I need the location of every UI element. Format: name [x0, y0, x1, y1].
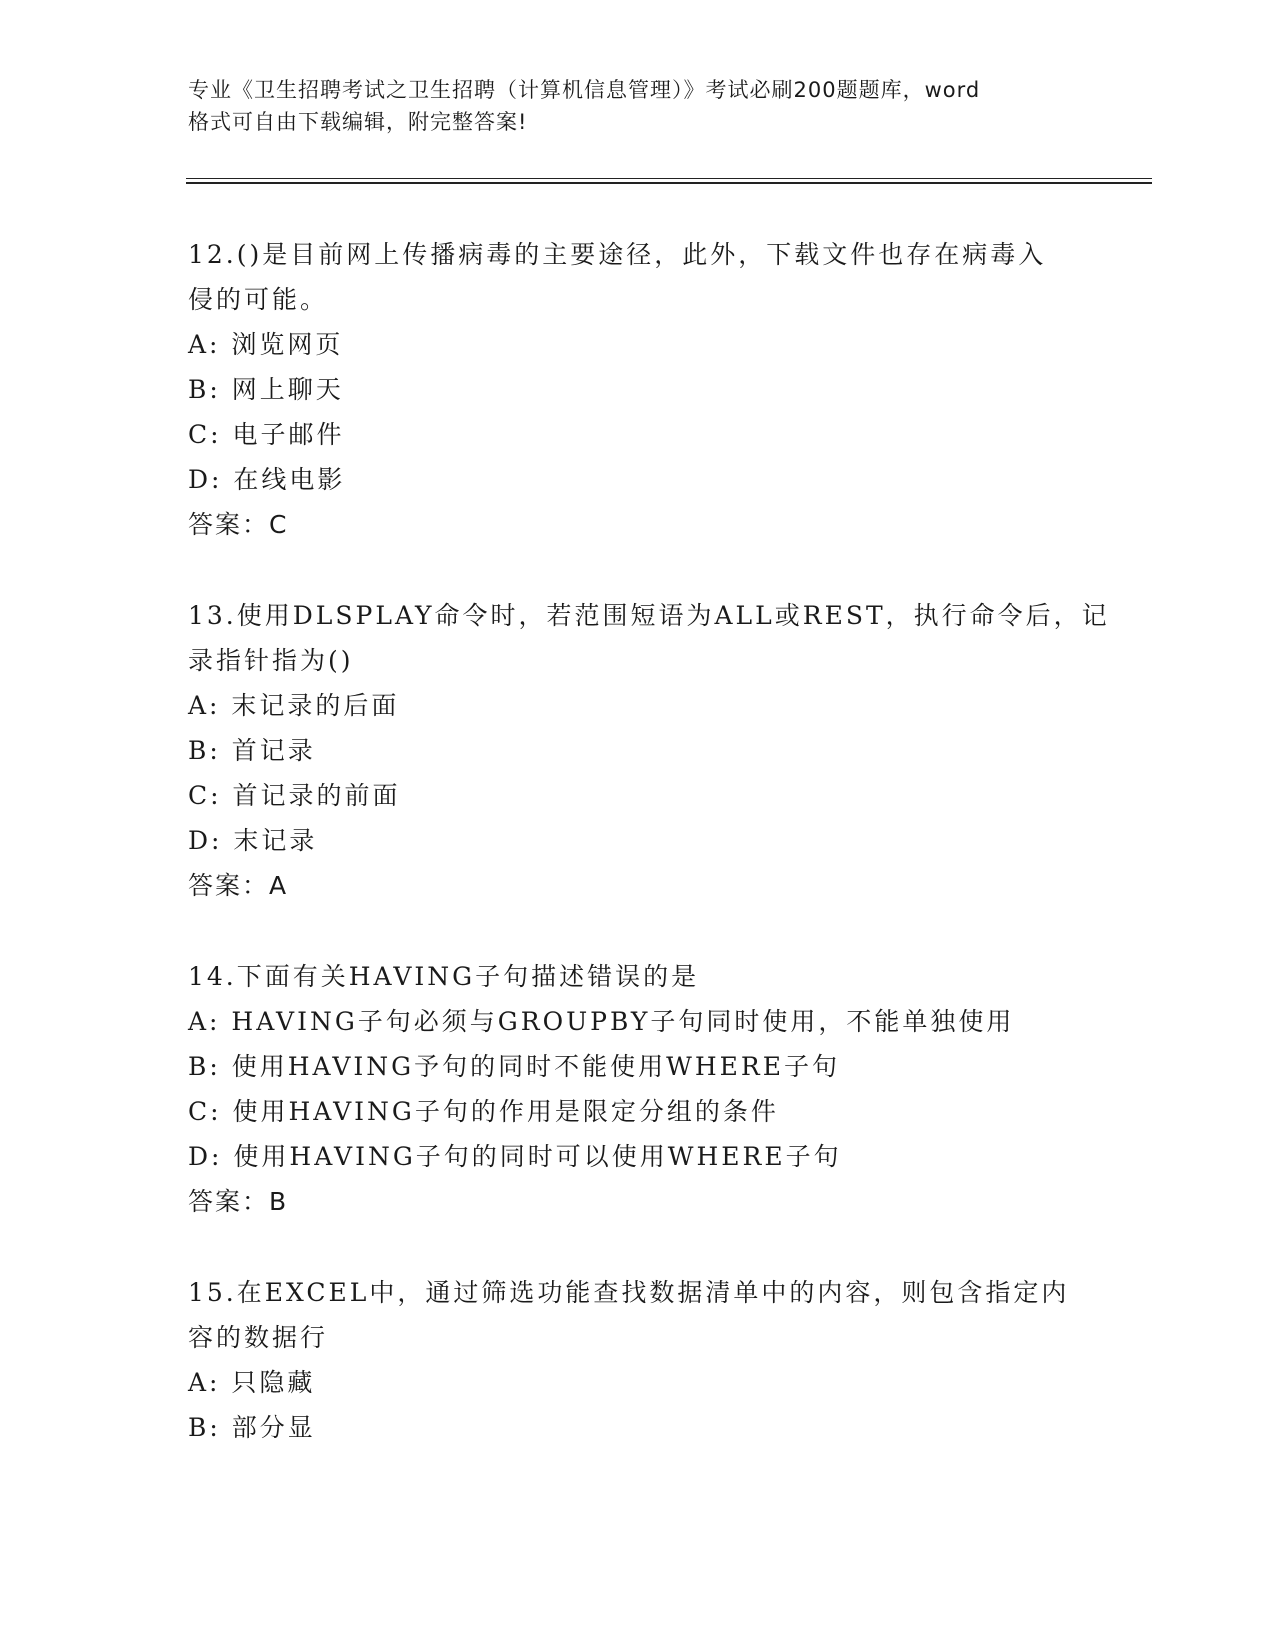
option-b: B: 首记录 — [188, 736, 316, 765]
header-line-2: 格式可自由下载编辑，附完整答案! — [188, 110, 528, 134]
question-text: 13.使用DLSPLAY命令时，若范围短语为ALL或REST，执行命令后，记 — [188, 601, 1110, 630]
answer: 答案：B — [188, 1187, 289, 1216]
document-header — [188, 74, 1088, 138]
option-b: B: 网上聊天 — [188, 375, 344, 404]
option-b: B: 使用HAVING予句的同时不能使用WHERE子句 — [188, 1052, 840, 1081]
option-d: D: 在线电影 — [188, 465, 346, 494]
question-text: 容的数据行 — [188, 1323, 329, 1352]
question-14 — [188, 954, 1088, 1224]
question-text: 12.()是目前网上传播病毒的主要途径，此外，下载文件也存在病毒入 — [188, 240, 1047, 269]
question-text: 录指针指为() — [188, 646, 354, 675]
option-a: A: 末记录的后面 — [188, 691, 400, 720]
question-13 — [188, 593, 1110, 908]
answer: 答案：C — [188, 510, 289, 539]
option-c: C: 使用HAVING子句的作用是限定分组的条件 — [188, 1097, 779, 1126]
question-12 — [188, 232, 1088, 547]
header-line-1: 专业《卫生招聘考试之卫生招聘（计算机信息管理）》考试必刷200题题库，word — [188, 78, 981, 102]
question-text: 侵的可能。 — [188, 285, 329, 314]
option-d: D: 末记录 — [188, 826, 318, 855]
answer: 答案：A — [188, 871, 289, 900]
option-a: A: 浏览网页 — [188, 330, 344, 359]
question-15 — [188, 1270, 1088, 1450]
option-c: C: 电子邮件 — [188, 420, 345, 449]
option-a: A: HAVING子句必须与GROUPBY子句同时使用，不能单独使用 — [188, 1007, 1015, 1036]
question-list — [188, 232, 1110, 1496]
header-divider-thick — [186, 182, 1152, 184]
question-text: 15.在EXCEL中，通过筛选功能查找数据清单中的内容，则包含指定内 — [188, 1278, 1070, 1307]
option-b: B: 部分显 — [188, 1413, 316, 1442]
option-a: A: 只隐藏 — [188, 1368, 316, 1397]
option-d: D: 使用HAVING子句的同时可以使用WHERE子句 — [188, 1142, 842, 1171]
question-text: 14.下面有关HAVING子句描述错误的是 — [188, 962, 700, 991]
option-c: C: 首记录的前面 — [188, 781, 401, 810]
header-divider-thin — [186, 178, 1152, 179]
